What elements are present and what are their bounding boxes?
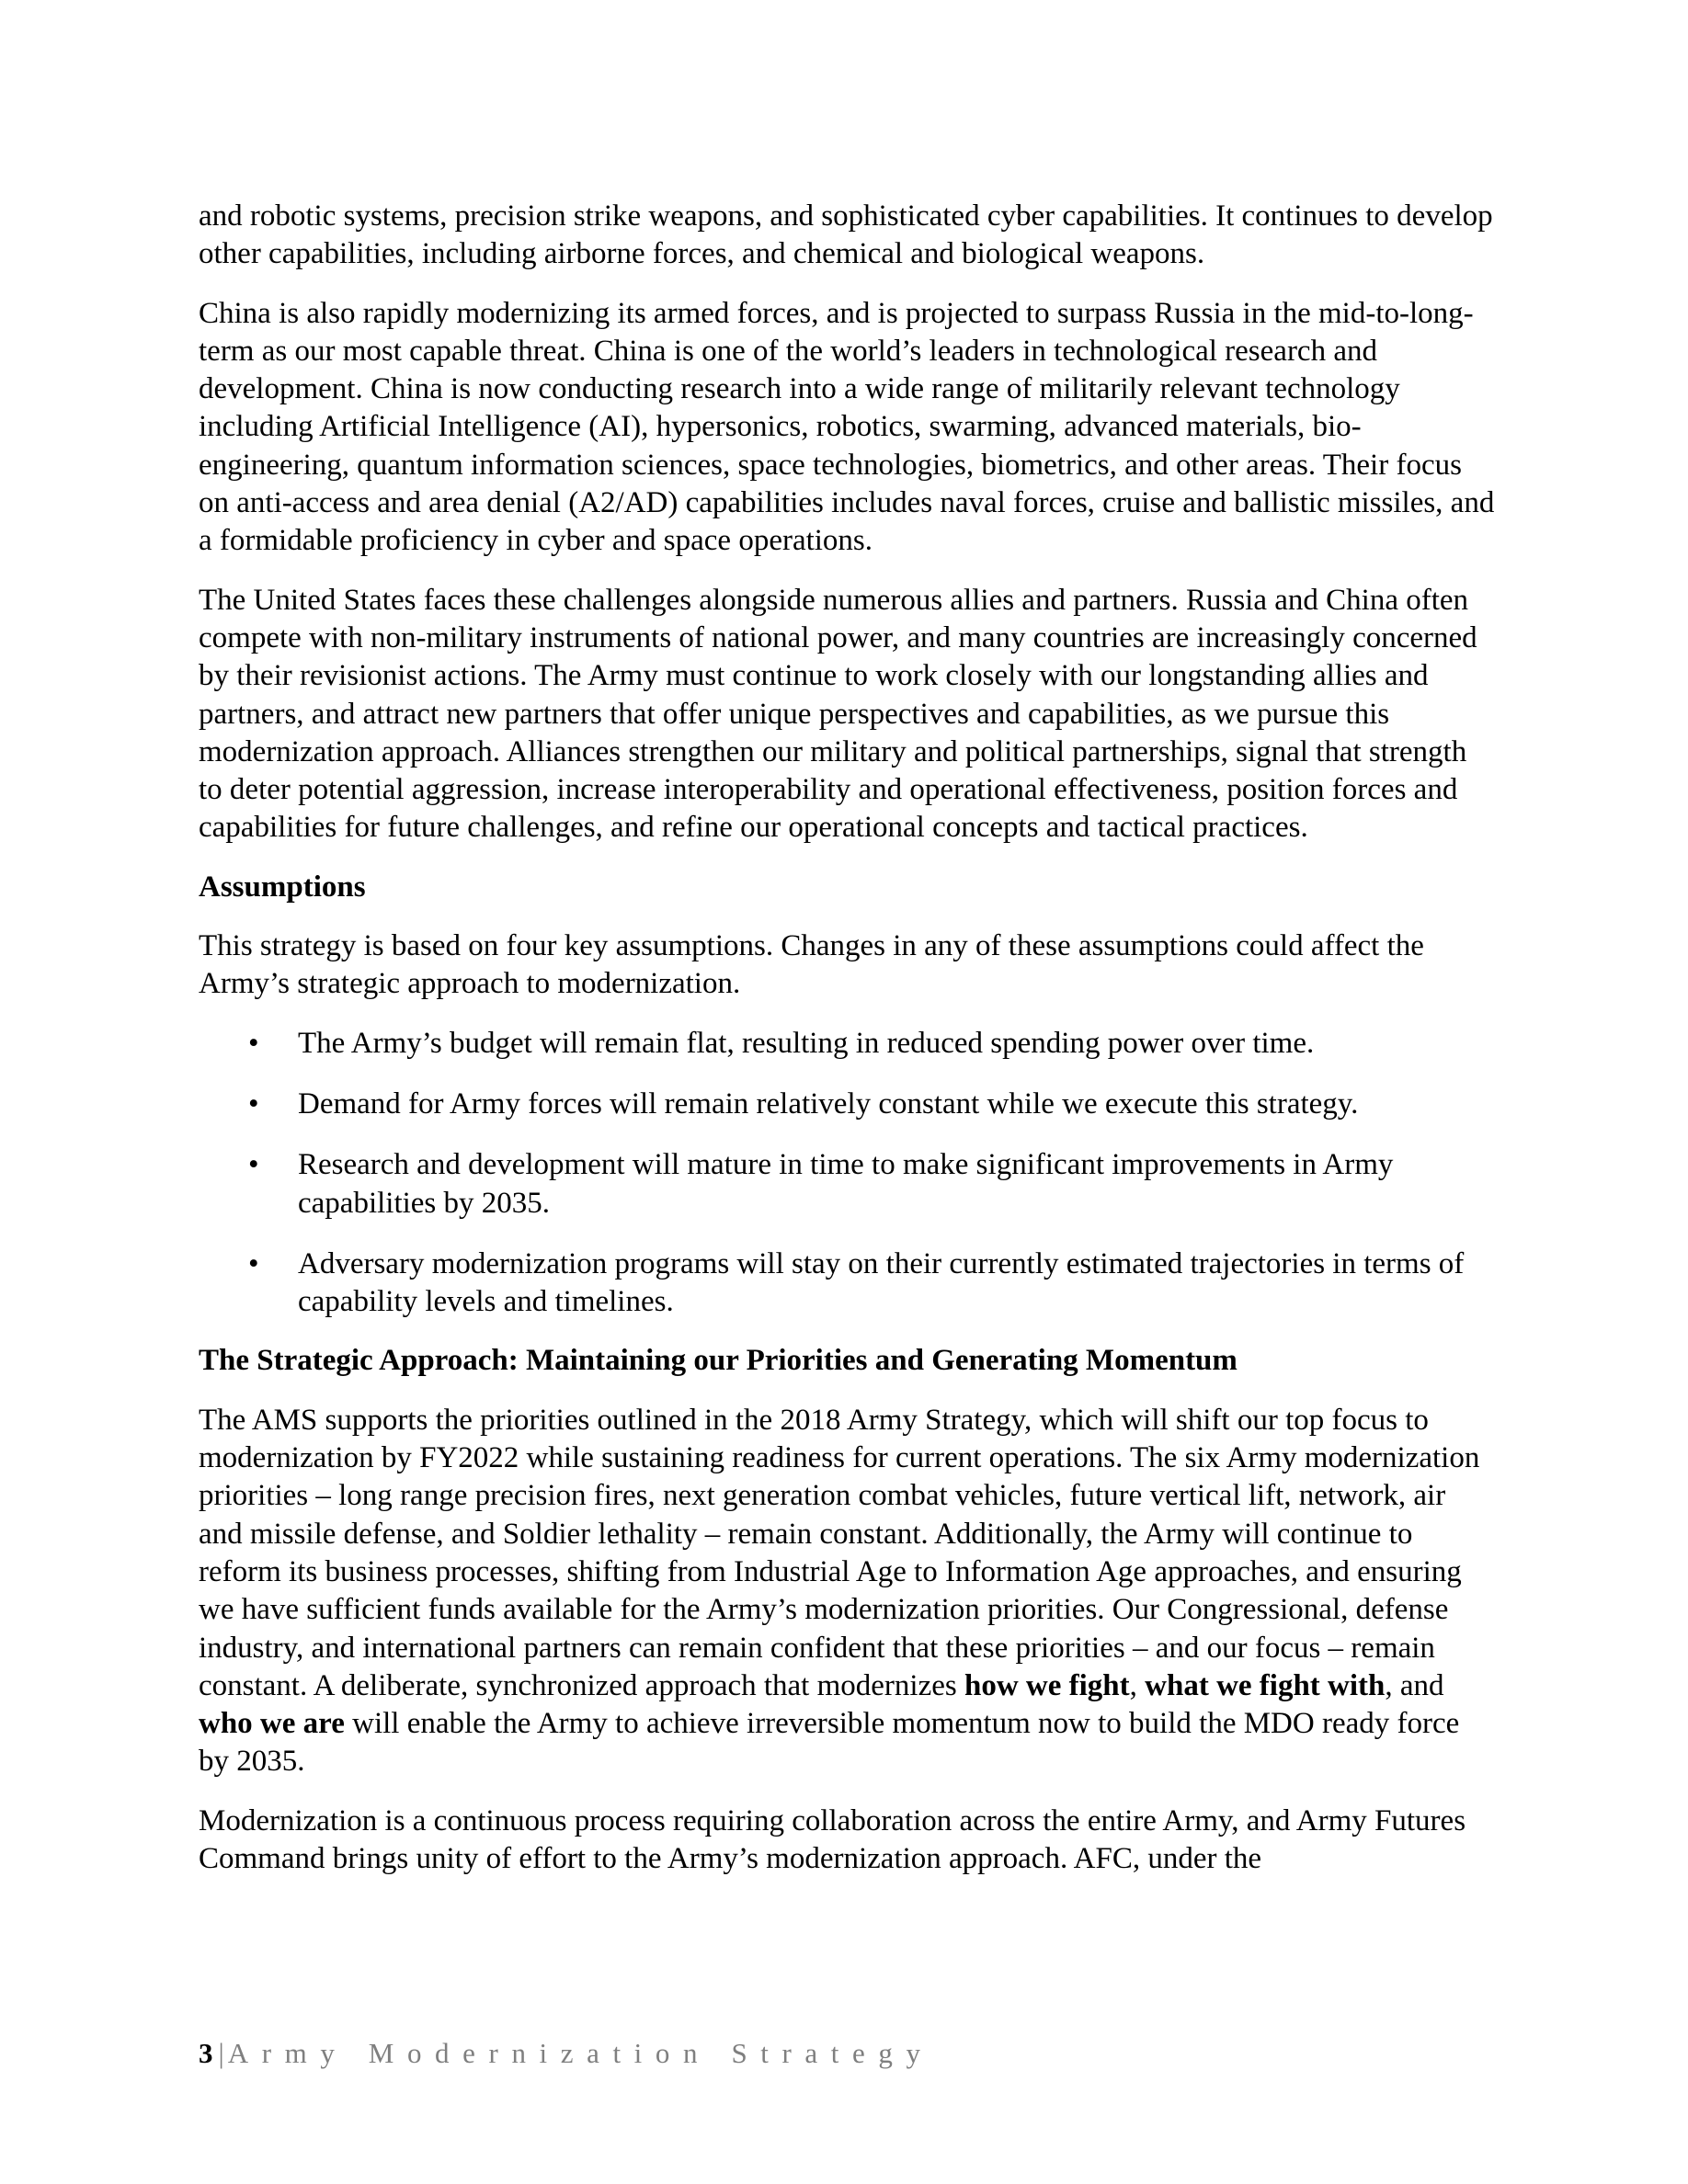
page-footer xyxy=(199,2035,934,2072)
assumptions-intro: This strategy is based on four key assumptions. Changes in any of these assumptions could affect the Army’s strategic approach to modernization. xyxy=(199,929,1424,1001)
emphasis-who-we-are: who we are xyxy=(199,1707,345,1741)
strategic-approach-heading: The Strategic Approach: Maintaining our Priorities and Generating Momentum xyxy=(199,1344,1237,1378)
document-page xyxy=(199,198,1495,1899)
list-item-text: Demand for Army forces will remain relatively constant while we execute this strategy. xyxy=(298,1086,1359,1120)
emphasis-separator: , xyxy=(1129,1668,1146,1702)
emphasis-how-we-fight: how we fight xyxy=(964,1668,1130,1702)
list-item xyxy=(199,1086,1495,1123)
page-number: 3 xyxy=(199,2037,213,2069)
list-item xyxy=(199,1025,1495,1063)
list-item-text: Research and development will mature in time to make significant improvements in Army capabilities by 2035. xyxy=(298,1148,1394,1220)
footer-title: Army Modernization Strategy xyxy=(227,2037,934,2069)
paragraph-china-modernization: China is also rapidly modernizing its armed forces, and is projected to surpass Russia in the mid-to-long-term as our most capable threat. China is one of the world’s leaders in technological research and development. China is now conducting research into a wide range of militarily relevant technology including Artificial Intelligence (AI), hypersonics, robotics, swarming, advanced materials, bio-engineering, quantum information sciences, space technologies, biometrics, and other areas. Their focus on anti-access and area denial (A2/AD) capabilities includes naval forces, cruise and ballistic missiles, and a formidable proficiency in cyber and space operations. xyxy=(199,296,1495,558)
bullet-icon: • xyxy=(248,1148,259,1182)
assumptions-list xyxy=(199,1025,1495,1322)
list-item-text: Adversary modernization programs will stay on their currently estimated trajectories in terms of capability levels and timelines. xyxy=(298,1246,1465,1319)
bullet-icon: • xyxy=(248,1026,259,1060)
paragraph-continuous-modernization: Modernization is a continuous process requiring collaboration across the entire Army, and Army Futures Command brings unity of effort to the Army’s modernization approach. AFC, under the xyxy=(199,1803,1466,1875)
ams-priorities-tail: will enable the Army to achieve irreversible momentum now to build the MDO ready force by 2035. xyxy=(199,1707,1460,1779)
bullet-icon: • xyxy=(248,1246,259,1280)
assumptions-heading: Assumptions xyxy=(199,870,366,904)
list-item xyxy=(199,1146,1495,1223)
paragraph-threat-capabilities: and robotic systems, precision strike weapons, and sophisticated cyber capabilities. It continues to develop other capabilities, including airborne forces, and chemical and biological weapons. xyxy=(199,199,1493,271)
list-item xyxy=(199,1246,1495,1322)
ams-priorities-text: The AMS supports the priorities outlined in the 2018 Army Strategy, which will shift our top focus to modernization by FY2022 while sustaining readiness for current operations. The six Army modernization priorities – long range precision fires, next generation combat vehicles, future vertical lift, network, air and missile defense, and Soldier lethality – remain constant. Additionally, the Army will continue to reform its business processes, shifting from Industrial Age to Information Age approaches, and ensuring we have sufficient funds available for the Army’s modernization priorities. Our Congressional, defense industry, and international partners can remain confident that these priorities – and our focus – remain constant. A deliberate, synchronized approach that modernizes xyxy=(199,1403,1480,1702)
emphasis-what-we-fight-with: what we fight with xyxy=(1145,1668,1386,1702)
list-item-text: The Army’s budget will remain flat, resulting in reduced spending power over time. xyxy=(298,1026,1315,1060)
footer-separator: | xyxy=(218,2037,224,2069)
paragraph-allies-partners: The United States faces these challenges alongside numerous allies and partners. Russia and China often compete with non-military instruments of national power, and many countries are increasingly concerned by their revisionist actions. The Army must continue to work closely with our longstanding allies and partners, and attract new partners that offer unique perspectives and capabilities, as we pursue this modernization approach. Alliances strengthen our military and political partnerships, signal that strength to deter potential aggression, increase interoperability and operational effectiveness, position forces and capabilities for future challenges, and refine our operational concepts and tactical practices. xyxy=(199,583,1477,845)
emphasis-separator: , and xyxy=(1385,1668,1444,1702)
bullet-icon: • xyxy=(248,1086,259,1120)
paragraph-ams-priorities xyxy=(199,1402,1495,1781)
